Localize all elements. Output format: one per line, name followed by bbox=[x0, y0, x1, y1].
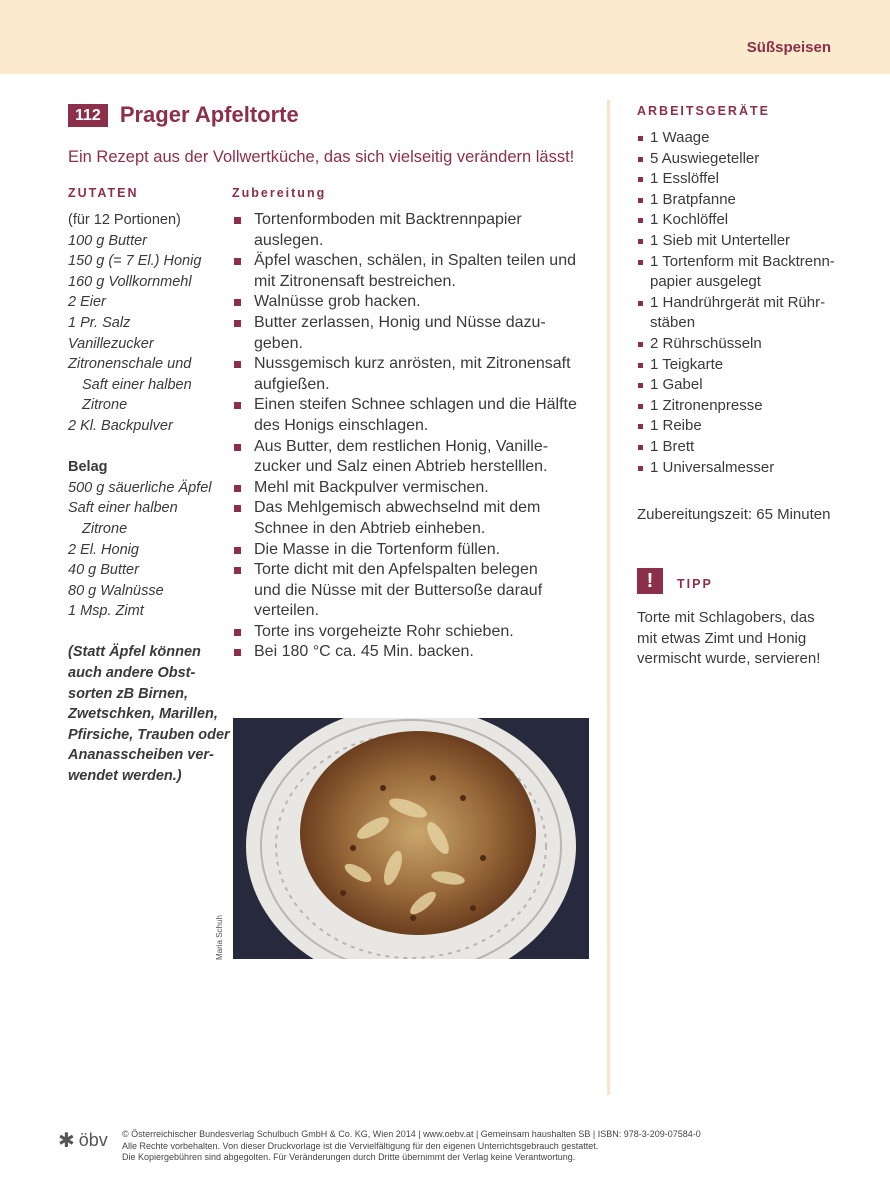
ingredient-item: 1 Pr. Salz bbox=[68, 314, 131, 331]
step-item: Einen steifen Schnee schlagen und die Hälfte des Honigs einschlagen. bbox=[232, 395, 597, 436]
preparation-time: Zubereitungszeit: 65 Minuten bbox=[637, 506, 831, 523]
photo-credit: Maria Schuh bbox=[215, 915, 224, 960]
topping-item: 500 g säuerliche Äpfel bbox=[68, 479, 212, 496]
topping-item: 2 El. Honig bbox=[68, 541, 139, 558]
step-item: Bei 180 °C ca. 45 Min. backen. bbox=[232, 642, 597, 663]
tool-item: 1 Waage bbox=[637, 128, 867, 149]
recipe-subtitle: Ein Rezept aus der Vollwertküche, das sich vielseitig verändern lässt! bbox=[68, 148, 575, 166]
tip-heading: TIPP bbox=[677, 577, 713, 591]
preparation-heading: Zubereitung bbox=[232, 186, 327, 200]
ingredients-list bbox=[68, 210, 228, 787]
ingredient-item: Zitrone bbox=[82, 397, 128, 414]
topping-item: 80 g Walnüsse bbox=[68, 582, 164, 599]
ingredient-item: Zitronenschale und bbox=[68, 356, 192, 373]
preparation-steps bbox=[232, 210, 597, 663]
step-item: Walnüsse grob hacken. bbox=[232, 292, 597, 313]
tool-item: 5 Auswiegeteller bbox=[637, 149, 867, 170]
ingredients-heading: ZUTATEN bbox=[68, 186, 139, 200]
column-divider bbox=[607, 100, 610, 1095]
step-item: Äpfel waschen, schälen, in Spalten teilen und mit Zitronensaft bestreichen. bbox=[232, 251, 597, 292]
step-item: Aus Butter, dem restlichen Honig, Vanille- zucker und Salz einen Abtrieb herstelllen. bbox=[232, 437, 597, 478]
ingredient-item: 2 Eier bbox=[68, 294, 106, 311]
copyright-footer: © Österreichischer Bundesverlag Schulbuch GmbH & Co. KG, Wien 2014 | www.oebv.at | Gemeinsam haushalten SB | ISBN: 978-3-209-07584-0 Alle Rechte vorbehalten. Von dieser Druckvorlage ist die Vervielfältigung für den eigenen Unterrichtsgebrauch gestattet. Die Kopiergebühren sind abgegolten. Für Veränderungen durch Dritte übernimmt der Verlag keine Verantwortung. bbox=[122, 1129, 701, 1162]
publisher-logo: ✱ öbv bbox=[58, 1130, 108, 1152]
step-item: Butter zerlassen, Honig und Nüsse dazu- geben. bbox=[232, 313, 597, 354]
step-item: Torte ins vorgeheizte Rohr schieben. bbox=[232, 622, 597, 643]
portions-text: (für 12 Portionen) bbox=[68, 212, 181, 228]
tool-item: 1 Brett bbox=[637, 437, 867, 458]
tool-item: 1 Gabel bbox=[637, 375, 867, 396]
ingredient-item: Vanillezucker bbox=[68, 335, 154, 352]
tool-item: 1 Tortenform mit Backtrenn- papier ausgelegt bbox=[637, 252, 867, 293]
tool-item: 1 Kochlöffel bbox=[637, 210, 867, 231]
recipe-title-block bbox=[68, 102, 299, 128]
recipe-number-badge: 112 bbox=[68, 104, 108, 127]
step-item: Torte dicht mit den Apfelspalten belegen und die Nüsse mit der Buttersoße darauf verteilen. bbox=[232, 560, 597, 622]
asterisk-icon: ✱ bbox=[58, 1130, 75, 1152]
tool-item: 1 Esslöffel bbox=[637, 169, 867, 190]
step-item: Tortenformboden mit Backtrennpapier auslegen. bbox=[232, 210, 597, 251]
tip-text: Torte mit Schlagobers, das mit etwas Zimt und Honig vermischt wurde, servieren! bbox=[637, 609, 821, 668]
ingredient-item: 160 g Vollkornmehl bbox=[68, 273, 192, 290]
tool-item: 2 Rührschüsseln bbox=[637, 334, 867, 355]
step-item: Die Masse in die Tortenform füllen. bbox=[232, 540, 597, 561]
tool-item: 1 Handrührgerät mit Rühr- stäben bbox=[637, 293, 867, 334]
topping-item: Zitrone bbox=[82, 520, 128, 537]
tool-item: 1 Sieb mit Unterteller bbox=[637, 231, 867, 252]
tools-heading: ARBEITSGERÄTE bbox=[637, 104, 770, 118]
recipe-title: Prager Apfeltorte bbox=[119, 102, 299, 127]
step-item: Das Mehlgemisch abwechselnd mit dem Schnee in den Abtrieb einheben. bbox=[232, 498, 597, 539]
apple-cake-photo bbox=[233, 718, 589, 959]
topping-heading: Belag bbox=[68, 459, 108, 476]
topping-item: 40 g Butter bbox=[68, 562, 139, 579]
step-item: Mehl mit Backpulver vermischen. bbox=[232, 478, 597, 499]
exclamation-icon: ! bbox=[637, 568, 663, 594]
substitution-note: (Statt Äpfel können auch andere Obst- sorten zB Birnen, Zwetschken, Marillen, Pfirsiche, Trauben oder Ananasscheiben ver- wendet werden.) bbox=[68, 644, 230, 785]
tool-item: 1 Universalmesser bbox=[637, 458, 867, 479]
apple-cake-illustration bbox=[233, 718, 589, 959]
tool-item: 1 Teigkarte bbox=[637, 355, 867, 376]
ingredient-item: 150 g (= 7 El.) Honig bbox=[68, 253, 202, 270]
ingredient-item: 100 g Butter bbox=[68, 232, 147, 249]
tool-item: 1 Zitronenpresse bbox=[637, 396, 867, 417]
tools-list bbox=[637, 128, 867, 478]
ingredient-item: Saft einer halben bbox=[82, 376, 192, 393]
tool-item: 1 Bratpfanne bbox=[637, 190, 867, 211]
topping-item: 1 Msp. Zimt bbox=[68, 603, 144, 620]
step-item: Nussgemisch kurz anrösten, mit Zitronensaft aufgießen. bbox=[232, 354, 597, 395]
header-band bbox=[0, 0, 890, 74]
ingredient-item: 2 Kl. Backpulver bbox=[68, 417, 173, 434]
tool-item: 1 Reibe bbox=[637, 416, 867, 437]
section-label: Süßspeisen bbox=[746, 39, 831, 56]
topping-item: Saft einer halben bbox=[68, 500, 178, 517]
